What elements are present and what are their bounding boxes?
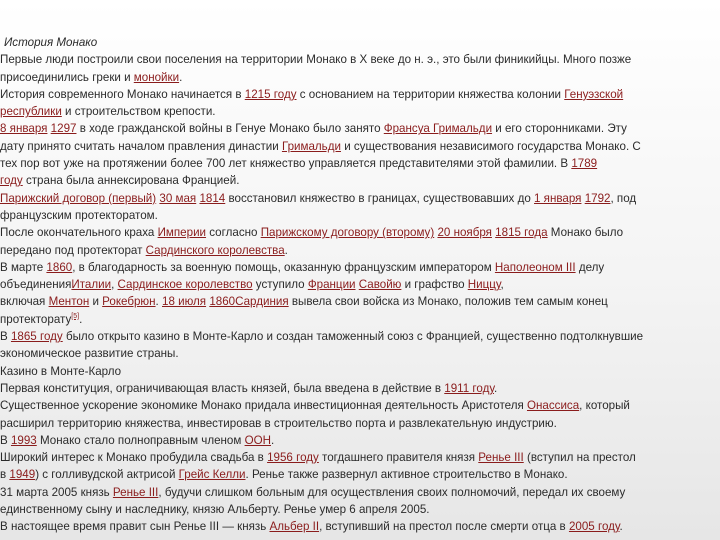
text-segment: 31 марта 2005 князь [0, 485, 113, 499]
article-link[interactable]: Альбер II [269, 520, 320, 534]
article-link[interactable]: 18 июля [162, 295, 207, 309]
article-link[interactable]: 1956 году [267, 451, 319, 465]
text-segment: В марте [0, 260, 47, 274]
text-segment: и его сторонниками. Эту [492, 122, 627, 136]
article-link[interactable]: 1789 [571, 157, 598, 171]
text-segment: , [111, 278, 118, 292]
article-link[interactable]: Сардинское королевство [117, 278, 253, 292]
text-segment: расширил территорию княжества, инвестировав в строительство порта и развлекательную индустрию. [0, 416, 557, 430]
text-segment: , в благодарность за военную помощь, оказанную французским императором [72, 260, 495, 274]
text-line [0, 138, 720, 155]
article-link[interactable]: 1865 году [10, 330, 63, 344]
article-link[interactable]: Италии [71, 278, 112, 292]
text-segment: с основанием на территории княжества колонии [296, 87, 565, 101]
text-segment: , будучи слишком больным для осуществления своих полномочий, передал их своему [158, 485, 626, 499]
article-link[interactable]: 1949 [9, 468, 36, 482]
text-line [0, 363, 720, 380]
article-link[interactable]: году [0, 174, 23, 188]
article-link[interactable]: Савойю [358, 278, 402, 292]
text-segment: передано под протекторат [0, 243, 146, 257]
article-link[interactable]: Парижский договор (первый) [0, 191, 157, 205]
article-link[interactable]: Парижскому договору (второму) [260, 226, 435, 240]
article-link[interactable]: 1792 [584, 191, 611, 205]
text-segment: , который [579, 399, 630, 413]
text-line [0, 224, 720, 241]
article-link[interactable]: Франции [307, 278, 356, 292]
text-line [0, 501, 720, 518]
text-line [0, 311, 720, 328]
text-segment: , под [610, 191, 637, 205]
text-line [0, 397, 720, 414]
article-link[interactable]: Наполеоном III [494, 260, 576, 274]
text-segment: Первая конституция, ограничивающая власть князей, была введена в действие в [0, 381, 445, 395]
article-link[interactable]: ООН [244, 433, 271, 447]
text-segment: В [0, 330, 11, 344]
text-segment: дату принято считать началом правления династии [0, 139, 282, 153]
text-segment: восстановил княжество в границах, существовавших до [225, 191, 535, 205]
text-segment: присоединились греки и [0, 70, 134, 84]
article-link[interactable]: 1297 [50, 122, 77, 136]
article-link[interactable]: Ренье III [112, 485, 159, 499]
text-segment: . [155, 295, 162, 309]
article-link[interactable]: 1 января [534, 191, 582, 205]
article-link[interactable]: 20 ноября [437, 226, 492, 240]
article-link[interactable]: Грейс Келли [178, 468, 246, 482]
text-segment: и строительством крепости. [61, 105, 216, 119]
text-segment: . [284, 243, 288, 257]
article-link[interactable]: Империи [157, 226, 207, 240]
text-line [0, 242, 720, 259]
text-line [0, 155, 720, 172]
article-link[interactable]: Сардинского королевства [145, 243, 285, 257]
text-line [0, 86, 720, 103]
text-line [0, 207, 720, 224]
text-line [0, 190, 720, 207]
text-segment: в [0, 468, 10, 482]
text-segment: , вступивший на престол после смерти отца в [319, 520, 569, 534]
text-line [0, 276, 720, 293]
text-segment: , [500, 278, 504, 292]
text-segment: объединения [0, 278, 72, 292]
text-line [0, 103, 720, 120]
text-segment: страна была аннексирована Францией. [22, 174, 240, 188]
text-line [0, 69, 720, 86]
article-link[interactable]: Онассиса [526, 399, 580, 413]
article-link[interactable]: 1815 года [495, 226, 548, 240]
text-line [0, 449, 720, 466]
text-segment: В [0, 433, 11, 447]
article-link[interactable]: 8 января [0, 122, 48, 136]
text-segment: экономическое развитие страны. [0, 347, 179, 361]
text-segment: В настоящее время правит сын Ренье III — князь [0, 520, 270, 534]
text-line [0, 518, 720, 535]
text-segment: тех пор вот уже на протяжении более 700 лет княжество управляется представителями этой фамилии. В [0, 157, 572, 171]
text-segment: . [494, 381, 498, 395]
text-segment: Существенное ускорение экономике Монако придала инвестиционная деятельность Аристотеля [0, 399, 527, 413]
text-segment: Монако стало полноправным членом [36, 433, 245, 447]
article-link[interactable]: Гримальди [281, 139, 341, 153]
text-line [0, 172, 720, 189]
text-segment: и [89, 295, 103, 309]
text-segment: единственному сыну и наследнику, князю Альберту. Ренье умер 6 апреля 2005. [0, 503, 430, 517]
text-segment: История современного Монако начинается в [0, 87, 245, 101]
text-segment: Широкий интерес к Монако пробудила свадьба в [0, 451, 268, 465]
article-link[interactable]: 1215 году [244, 87, 297, 101]
article-link[interactable]: 30 мая [159, 191, 197, 205]
text-segment: Казино в Монте-Карло [0, 364, 122, 378]
text-segment: . [271, 433, 275, 447]
article-link[interactable]: республики [0, 105, 62, 119]
text-segment: и графство [401, 278, 468, 292]
text-segment: (вступил на престол [523, 451, 636, 465]
text-segment: протекторату [0, 312, 72, 326]
footnote-link[interactable]: [5] [71, 312, 80, 320]
text-segment: После окончательного краха [0, 226, 158, 240]
text-line [0, 484, 720, 501]
text-segment: ) с голливудской актрисой [35, 468, 179, 482]
text-line [0, 415, 720, 432]
text-line [0, 328, 720, 345]
text-segment: и существования независимого государства Монако. С [340, 139, 641, 153]
text-segment: делу [575, 260, 605, 274]
article-link[interactable]: Рокебрюн [102, 295, 156, 309]
text-line [0, 259, 720, 276]
text-line [0, 380, 720, 397]
article-link[interactable]: Ниццу [467, 278, 501, 292]
text-segment: уступило [252, 278, 308, 292]
text-line [0, 345, 720, 362]
text-line [0, 466, 720, 483]
text-segment: Первые люди построили свои поселения на территории Монако в X веке до н. э., это были финикийцы. Много позже [0, 53, 632, 67]
article-link[interactable]: Франсуа Гримальди [383, 122, 493, 136]
text-segment: было открыто казино в Монте-Карло и создан таможенный союз с Францией, существенно подтолкнувшие [62, 330, 644, 344]
text-segment: тогдашнего правителя князя [318, 451, 479, 465]
text-segment: Монако было [547, 226, 624, 240]
text-segment: в ходе гражданской войны в Генуе Монако было занято [76, 122, 384, 136]
article-link[interactable]: 1814 [199, 191, 226, 205]
text-line [0, 432, 720, 449]
article-link[interactable]: Генуэзской [564, 87, 624, 101]
article-link[interactable]: Ментон [48, 295, 90, 309]
text-segment: согласно [206, 226, 261, 240]
article-body [0, 51, 720, 535]
page-title: История Монако [4, 36, 98, 49]
article-link[interactable]: 1860 [46, 260, 73, 274]
article-link[interactable]: 1860 [209, 295, 236, 309]
text-segment: французским протекторатом. [0, 208, 158, 222]
text-segment: . [79, 312, 83, 326]
text-line [0, 293, 720, 310]
article-link[interactable]: Ренье III [478, 451, 524, 465]
text-segment: . Ренье также развернул активное строительство в Монако. [245, 468, 568, 482]
article-link[interactable]: 1911 году [444, 381, 494, 395]
article-link[interactable]: монойки [133, 70, 180, 84]
article-link[interactable]: Сардиния [235, 295, 289, 309]
text-line [0, 120, 720, 137]
text-segment: вывела свои войска из Монако, положив тем самым конец [288, 295, 608, 309]
text-segment: . [619, 520, 623, 534]
article-link[interactable]: 1993 [10, 433, 37, 447]
text-line [0, 51, 720, 68]
text-segment: включая [0, 295, 49, 309]
article-link[interactable]: 2005 году [568, 520, 620, 534]
text-segment: . [179, 70, 183, 84]
